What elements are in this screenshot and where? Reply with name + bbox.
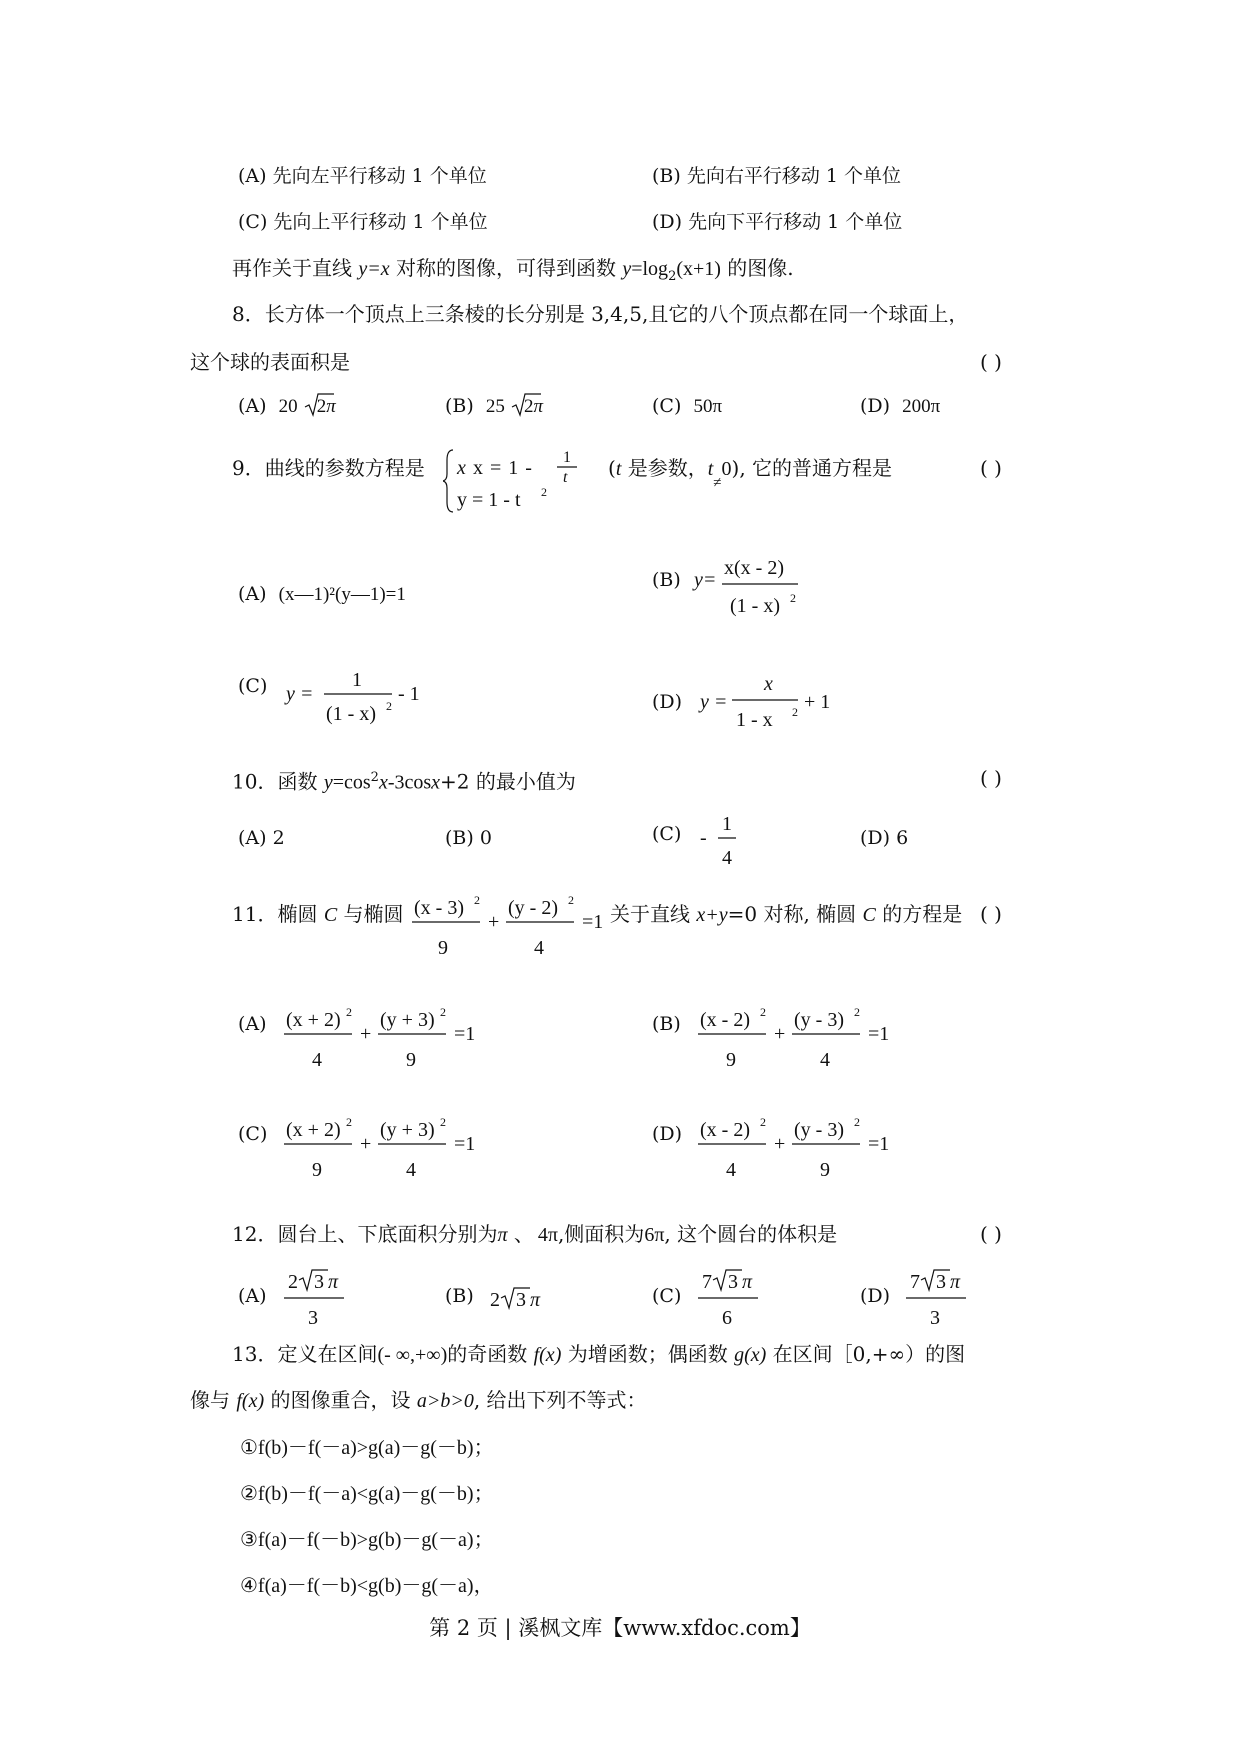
svg-text:+: + [488,911,500,933]
q13-inequality-3: ③f(a)－f(－b)>g(b)－g(－a)； [240,1529,494,1551]
q11-option-c-label: (C) [238,1123,268,1145]
q8-stem-line2: 这个球的表面积是 [190,350,350,374]
svg-text:(x - 2): (x - 2) [700,1119,750,1141]
q7-option-d: (D) 先向下平行移动 1 个单位 [652,211,903,233]
svg-text:2: 2 [790,591,796,605]
q11-paren: ( ) [980,902,1002,926]
q9-option-b-label: (B) [652,569,681,591]
svg-text:+: + [360,1023,372,1045]
q11-ellipse-equation [410,888,610,968]
q11-stem-end: 关于直线 x+y=0 对称, 椭圆 C 的方程是 [610,902,963,926]
q7-option-b: (B) 先向右平行移动 1 个单位 [652,165,901,187]
svg-text:2: 2 [474,893,480,907]
svg-text:(y - 3): (y - 3) [794,1119,844,1141]
svg-text:+ 1: + 1 [804,691,831,713]
q13-inequality-4: ④f(a)－f(－b)<g(b)－g(－a)， [240,1575,494,1597]
svg-text:=1: =1 [582,911,604,933]
svg-text:(y + 3): (y + 3) [380,1009,435,1031]
q11-option-d-label: (D) [652,1123,683,1145]
svg-text:3: 3 [936,1271,946,1293]
svg-text:4: 4 [534,937,544,959]
svg-text:x: x [457,457,466,479]
svg-text:y =: y = [700,691,728,713]
q12-option-d-formula [904,1262,984,1334]
svg-text:x = 1 -: x = 1 - [473,457,533,479]
svg-text:4: 4 [722,847,732,869]
svg-text:2: 2 [386,699,392,713]
svg-text:x: x [764,673,773,695]
q10-option-d: (D) 6 [860,827,909,849]
page-footer: 第 2 页 | 溪枫文库【www.xfdoc.com】 [429,1616,811,1640]
svg-text:=1: =1 [454,1023,476,1045]
svg-text:2: 2 [541,485,547,499]
q13-line1: 13．定义在区间(- ∞,+∞)的奇函数 f(x) 为增函数；偶函数 g(x) 在区间［0,+∞）的图 [232,1342,966,1366]
svg-text:2: 2 [854,1005,860,1019]
q8-option-a: (A) 20 2π [238,395,336,417]
q9-option-d-formula [696,666,846,736]
q9-parametric-system [443,446,603,516]
q13-line2: 像与 f(x) 的图像重合，设 a>b>0, 给出下列不等式： [190,1388,647,1412]
q11-option-d-formula [696,1110,896,1190]
q12-option-d-label: (D) [860,1285,891,1307]
svg-text:=1: =1 [454,1133,476,1155]
svg-text:(y - 3): (y - 3) [794,1009,844,1031]
svg-text:π: π [950,1271,961,1293]
svg-text:2: 2 [760,1005,766,1019]
svg-text:(x + 2): (x + 2) [286,1119,341,1141]
svg-text:(y - 2): (y - 2) [508,897,558,919]
q11-option-a-formula [282,1000,482,1080]
q9-condition: (t 是参数，$t_\ne 0$), 它的普通方程是 [608,456,893,491]
svg-text:(y + 3): (y + 3) [380,1119,435,1141]
svg-text:π: π [530,1289,541,1311]
svg-text:6: 6 [722,1307,732,1329]
q8-option-d: (D) 200π [860,395,941,417]
q12-option-b-label: (B) [445,1285,474,1307]
svg-text:2: 2 [854,1115,860,1129]
svg-text:- 1: - 1 [398,683,420,705]
q13-inequality-2: ②f(b)－f(－a)<g(a)－g(－b)； [240,1483,494,1505]
q8-option-b: (B) 25 2π [445,395,543,417]
svg-text:=1: =1 [868,1133,890,1155]
svg-text:+: + [774,1023,786,1045]
q10-option-c-formula [696,808,746,876]
svg-text:π: π [328,1271,339,1293]
svg-text:2: 2 [568,893,574,907]
svg-text:+: + [360,1133,372,1155]
svg-text:(x + 2): (x + 2) [286,1009,341,1031]
q8-option-c: (C) 50π [652,395,723,417]
q12-option-c-label: (C) [652,1285,682,1307]
q10-stem: 10．函数 $y=\cos^2x-3\cos x+2$ 的最小值为 [232,769,576,794]
svg-text:y = 1 - t: y = 1 - t [457,489,521,511]
q11-stem-start: 11．椭圆 C 与椭圆 [232,902,404,926]
q7-option-c: (C) 先向上平行移动 1 个单位 [238,211,488,233]
svg-text:3: 3 [314,1271,324,1293]
svg-text:1: 1 [563,449,571,466]
svg-text:2: 2 [440,1115,446,1129]
svg-text:y=: y= [694,569,717,591]
svg-text:2: 2 [792,705,798,719]
svg-text:9: 9 [312,1159,322,1181]
q7-option-a: (A) 先向左平行移动 1 个单位 [238,165,487,187]
svg-text:3: 3 [728,1271,738,1293]
q10-option-a: (A) 2 [238,827,285,849]
svg-text:3: 3 [516,1289,526,1311]
q10-option-c-label: (C) [652,823,682,845]
q9-option-d-label: (D) [652,691,683,713]
q9-stem: 9．曲线的参数方程是 [232,456,425,480]
q12-paren: ( ) [980,1222,1002,1246]
svg-text:(x - 2): (x - 2) [700,1009,750,1031]
svg-text:9: 9 [820,1159,830,1181]
q11-option-b-formula [696,1000,896,1080]
svg-text:7: 7 [702,1271,712,1293]
svg-text:9: 9 [406,1049,416,1071]
q7-tail: 再作关于直线 y=x 对称的图像，可得到函数 $y=\log_2(x+1)$ 的图像. [232,256,794,284]
q9-paren: ( ) [980,456,1002,480]
svg-text:3: 3 [308,1307,318,1329]
q13-inequality-1: ①f(b)－f(－a)>g(a)－g(－b)； [240,1437,494,1459]
svg-text:=1: =1 [868,1023,890,1045]
svg-text:9: 9 [726,1049,736,1071]
svg-text:2: 2 [440,1005,446,1019]
q10-option-b: (B) 0 [445,827,492,849]
svg-text:2: 2 [346,1115,352,1129]
q9-option-c-formula [282,664,452,734]
svg-text:π: π [742,1271,753,1293]
svg-text:y =: y = [286,683,314,705]
svg-text:1: 1 [352,669,362,691]
q10-paren: ( ) [980,766,1002,790]
q12-option-a-label: (A) [238,1285,267,1307]
svg-text:4: 4 [726,1159,736,1181]
svg-text:4: 4 [820,1049,830,1071]
svg-text:(x - 3): (x - 3) [414,897,464,919]
svg-text:1: 1 [722,813,732,835]
svg-text:9: 9 [438,937,448,959]
svg-text:7: 7 [910,1271,920,1293]
q9-option-a: (A) (x—1)²(y—1)=1 [238,583,406,605]
svg-text:2: 2 [346,1005,352,1019]
svg-text:+: + [774,1133,786,1155]
q11-option-a-label: (A) [238,1013,267,1035]
q12-stem: 12．圆台上、下底面积分别为π 、 4π,侧面积为6π, 这个圆台的体积是 [232,1222,838,1246]
q11-option-b-label: (B) [652,1013,681,1035]
q12-option-b-formula [486,1278,566,1318]
q12-option-a-formula [282,1262,362,1334]
svg-text:4: 4 [312,1049,322,1071]
svg-text:2: 2 [490,1289,500,1311]
q8-paren: ( ) [980,350,1002,374]
q12-option-c-formula [696,1262,776,1334]
svg-text:1 - x: 1 - x [736,709,773,731]
q11-option-c-formula [282,1110,482,1190]
svg-text:(1 - x): (1 - x) [326,703,376,725]
svg-text:-: - [700,827,707,849]
svg-text:4: 4 [406,1159,416,1181]
svg-text:t: t [563,469,568,486]
svg-text:3: 3 [930,1307,940,1329]
svg-text:(1 - x): (1 - x) [730,595,780,617]
q8-stem-line1: 8．长方体一个顶点上三条棱的长分别是 3,4,5,且它的八个顶点都在同一个球面上， [232,302,969,326]
svg-text:2: 2 [288,1271,298,1293]
q9-option-b-formula [690,550,830,630]
svg-text:x(x - 2): x(x - 2) [724,557,784,579]
q9-option-c-label: (C) [238,675,268,697]
svg-text:2: 2 [760,1115,766,1129]
